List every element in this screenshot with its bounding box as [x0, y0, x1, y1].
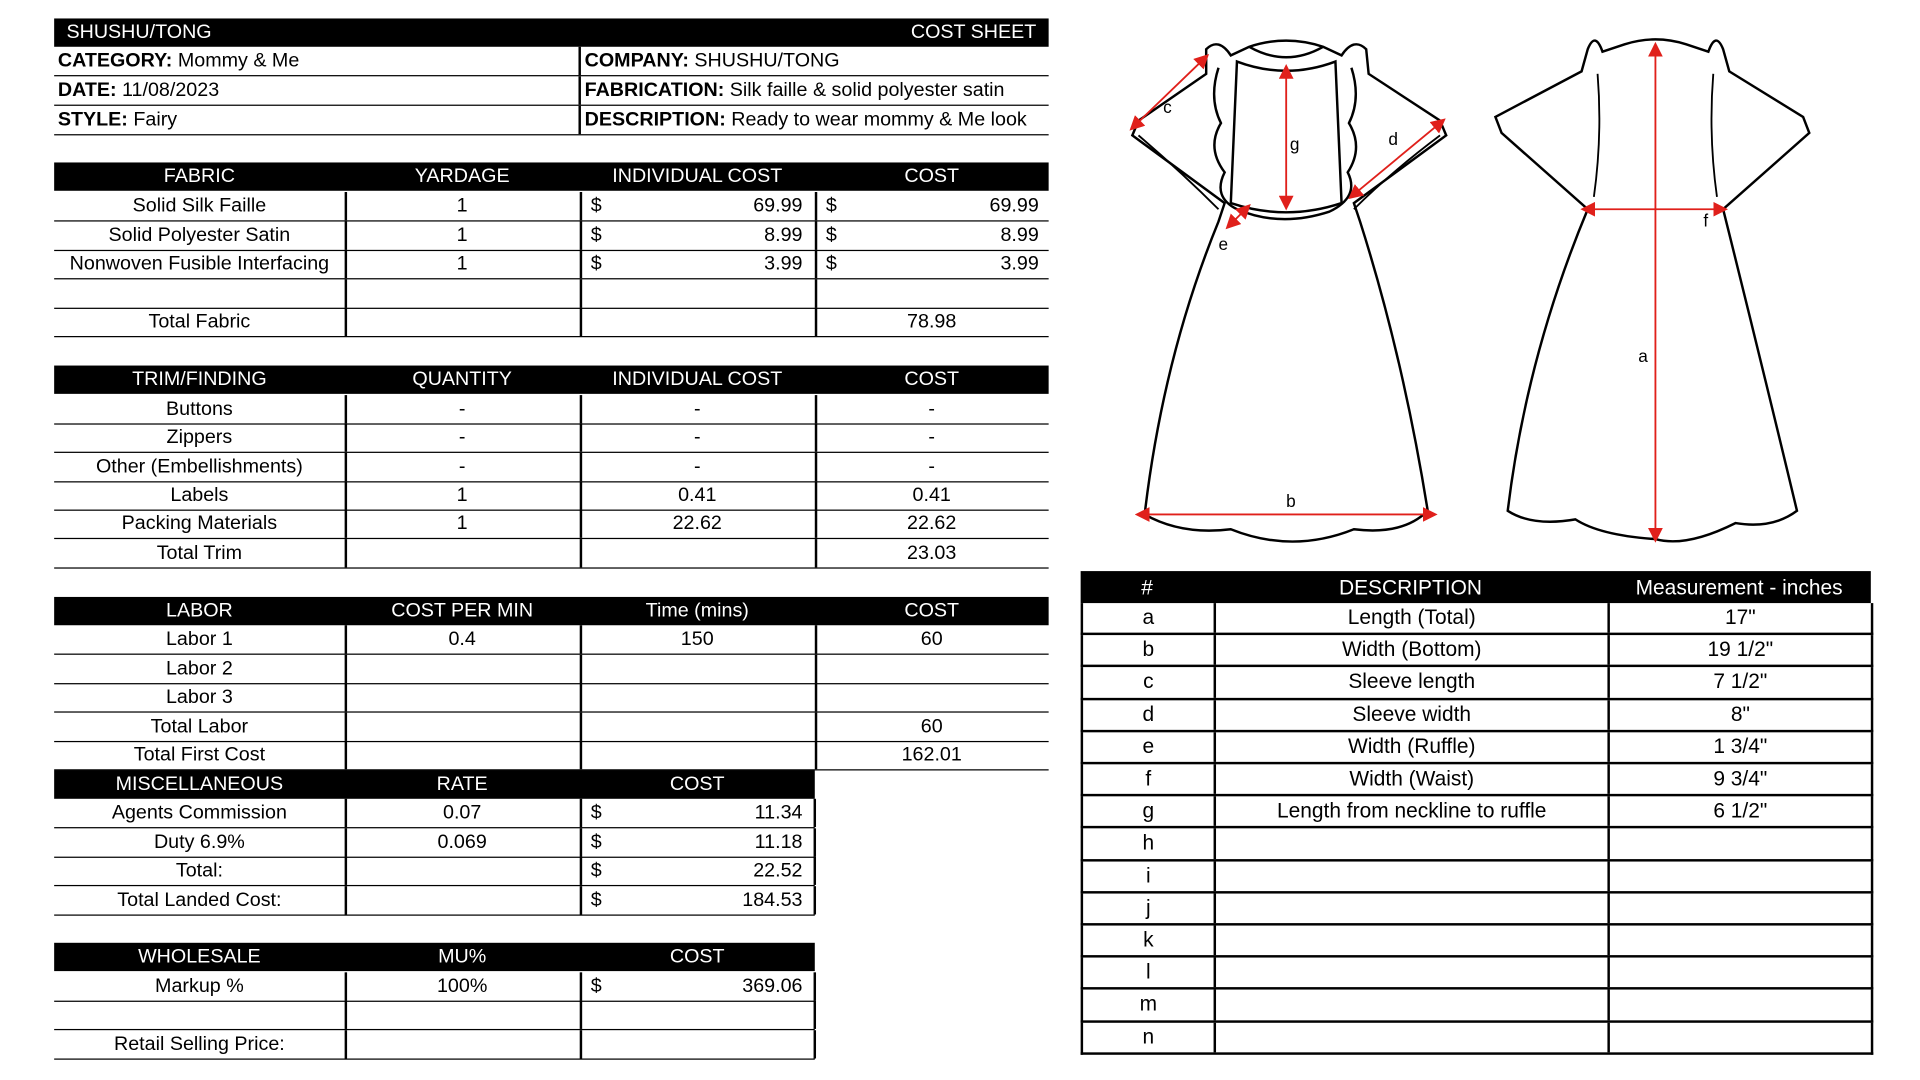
info-row-date — [54, 76, 1048, 106]
trim-name: Packing Materials — [121, 513, 278, 535]
trim-col-name: TRIM/FINDING — [132, 369, 267, 391]
misc-header — [54, 770, 815, 798]
measurement-row — [1081, 893, 1874, 925]
trim-unit-cost: 0.41 — [678, 484, 717, 506]
measure-key: h — [1142, 831, 1155, 855]
fabric-total-row — [54, 308, 1048, 338]
labor-col-cost: COST — [904, 600, 960, 622]
fabric-total-value: 78.98 — [907, 311, 957, 333]
fabric-unit-cost: 8.99 — [764, 225, 803, 247]
first-cost-label: Total First Cost — [133, 744, 266, 766]
trim-unit-cost: - — [693, 427, 701, 449]
label-g: g — [1289, 134, 1300, 155]
currency-sign: $ — [590, 802, 602, 824]
measure-description: Length from neckline to ruffle — [1276, 799, 1547, 823]
measurements-header — [1081, 571, 1871, 603]
markup-value: 100% — [436, 976, 488, 997]
table-row — [54, 857, 815, 887]
misc-rate: 0.069 — [437, 832, 487, 853]
first-cost-row — [54, 741, 1048, 771]
labor-time: 150 — [680, 628, 714, 650]
dress-front-view — [1132, 41, 1446, 542]
currency-sign: $ — [590, 860, 602, 882]
measure-col-key: # — [1141, 576, 1153, 600]
measurement-row — [1081, 764, 1874, 796]
trim-col-individual-cost: INDIVIDUAL COST — [612, 369, 783, 391]
fabric-unit-cost: 3.99 — [764, 253, 803, 275]
fabric-name: Solid Polyester Satin — [108, 225, 291, 247]
trim-qty: - — [458, 427, 466, 449]
currency-sign: $ — [825, 253, 837, 275]
labor-name: Labor 3 — [165, 686, 233, 708]
trim-total-row — [54, 539, 1048, 569]
measure-description: Sleeve length — [1348, 670, 1476, 694]
measure-key: g — [1142, 799, 1155, 823]
info-row-style — [54, 106, 1048, 136]
measure-value: 7 1/2" — [1713, 670, 1768, 694]
table-row — [54, 222, 1048, 252]
wholesale-col-name: WHOLESALE — [138, 946, 261, 968]
table-row — [54, 192, 1048, 222]
retail-row — [54, 1030, 815, 1060]
brand-name: SHUSHU/TONG — [66, 22, 212, 44]
table-row — [54, 481, 1048, 511]
measure-description: Width (Ruffle) — [1347, 734, 1476, 758]
measure-key: j — [1146, 895, 1151, 920]
currency-sign: $ — [590, 225, 602, 247]
table-row — [54, 828, 815, 858]
measurement-row — [1081, 668, 1874, 700]
trim-unit-cost: - — [693, 456, 701, 478]
label-a: a — [1638, 345, 1648, 366]
misc-name: Total: — [175, 860, 223, 882]
misc-name: Duty 6.9% — [153, 832, 245, 853]
labor-rate: 0.4 — [448, 628, 476, 650]
measurement-row — [1081, 603, 1874, 635]
trim-unit-cost: 22.62 — [672, 513, 722, 535]
measure-col-value: Measurement - inches — [1635, 576, 1843, 600]
measurement-row — [1081, 861, 1874, 893]
table-row — [54, 655, 1048, 685]
table-row — [54, 395, 1048, 425]
trim-qty: - — [458, 456, 466, 478]
fabric-cost: 69.99 — [989, 195, 1039, 217]
measure-value: 17" — [1724, 605, 1756, 629]
measure-description: Sleeve width — [1352, 702, 1472, 726]
measurement-row — [1081, 990, 1874, 1022]
labor-name: Labor 2 — [165, 658, 233, 680]
measure-value: 6 1/2" — [1713, 799, 1768, 823]
trim-cost: - — [928, 398, 935, 420]
trim-header — [54, 366, 1048, 394]
currency-sign: $ — [590, 253, 602, 275]
measurement-row — [1081, 829, 1874, 861]
fabric-yardage: 1 — [456, 253, 468, 275]
table-row — [54, 510, 1048, 540]
fabric-yardage: 1 — [456, 225, 468, 247]
fabric-name: Nonwoven Fusible Interfacing — [69, 253, 330, 275]
misc-cost: 184.53 — [742, 889, 803, 911]
measure-description: Length (Total) — [1347, 605, 1476, 629]
fabric-col-cost: COST — [904, 166, 960, 188]
labor-header — [54, 597, 1048, 625]
trim-col-quantity: QUANTITY — [412, 369, 512, 391]
trim-name: Other (Embellishments) — [95, 456, 303, 478]
trim-name: Zippers — [166, 427, 233, 449]
label-f: f — [1703, 210, 1709, 231]
fabric-col-name: FABRIC — [163, 166, 235, 188]
fabrication-label: FABRICATION: — [584, 80, 725, 101]
currency-sign: $ — [590, 889, 602, 911]
fabrication-value: Silk faille & solid polyester satin — [729, 80, 1005, 101]
trim-qty: 1 — [456, 484, 468, 506]
measurement-row — [1081, 732, 1874, 764]
fabric-cost: 3.99 — [1000, 253, 1039, 275]
labor-cost: 60 — [920, 628, 943, 650]
measure-key: i — [1146, 863, 1151, 887]
measure-key: a — [1142, 605, 1155, 629]
trim-total-label: Total Trim — [156, 542, 243, 564]
wholesale-col-cost: COST — [669, 946, 725, 968]
labor-col-time: Time (mins) — [645, 600, 749, 622]
misc-cost: 22.52 — [753, 860, 803, 882]
misc-col-name: MISCELLANEOUS — [115, 774, 284, 796]
trim-cost: - — [928, 456, 935, 478]
fabric-name: Solid Silk Faille — [132, 195, 267, 217]
measure-key: n — [1142, 1024, 1155, 1049]
measure-key: k — [1143, 928, 1154, 952]
sheet-header — [54, 18, 1048, 46]
measure-key: e — [1142, 734, 1155, 758]
company-label: COMPANY: — [584, 50, 689, 72]
style-value: Fairy — [133, 109, 178, 131]
category-value: Mommy & Me — [177, 50, 300, 72]
misc-cost: 11.18 — [754, 832, 803, 853]
description-value: Ready to wear mommy & Me look — [731, 109, 1027, 131]
wholesale-col-mu: MU% — [438, 946, 487, 968]
currency-sign: $ — [590, 195, 602, 217]
company-value: SHUSHU/TONG — [694, 50, 840, 72]
table-row — [54, 625, 1048, 655]
misc-col-rate: RATE — [436, 774, 488, 796]
label-e: e — [1218, 233, 1229, 254]
measurement-row — [1081, 958, 1874, 990]
misc-col-cost: COST — [669, 774, 725, 796]
measurement-row — [1081, 635, 1874, 667]
currency-sign: $ — [590, 832, 602, 853]
date-value: 11/08/2023 — [122, 80, 220, 101]
table-row — [54, 683, 1048, 713]
measurement-row — [1081, 926, 1874, 958]
category-label: CATEGORY: — [57, 50, 173, 72]
measure-key: d — [1142, 702, 1155, 726]
retail-label: Retail Selling Price: — [114, 1033, 285, 1055]
label-b: b — [1286, 491, 1296, 512]
table-row — [54, 279, 1048, 309]
table-row — [54, 799, 815, 829]
trim-total-value: 23.03 — [907, 542, 957, 564]
wholesale-header — [54, 943, 815, 971]
labor-total-row — [54, 713, 1048, 743]
measure-description: Width (Waist) — [1349, 766, 1475, 791]
measure-col-description: DESCRIPTION — [1338, 576, 1482, 600]
markup-label: Markup % — [155, 976, 244, 997]
label-c: c — [1163, 97, 1172, 118]
trim-name: Buttons — [165, 398, 233, 420]
misc-name: Total Landed Cost: — [117, 889, 282, 911]
first-cost-value: 162.01 — [901, 744, 962, 766]
dress-back-view — [1495, 39, 1809, 541]
measure-value: 8" — [1730, 702, 1750, 726]
fabric-col-yardage: YARDAGE — [414, 166, 510, 188]
trim-qty: - — [458, 398, 466, 420]
currency-sign: $ — [825, 225, 837, 247]
table-row — [54, 886, 815, 916]
labor-total-label: Total Labor — [150, 716, 249, 738]
trim-cost: 0.41 — [912, 484, 951, 506]
measure-key: c — [1143, 670, 1154, 694]
date-label: DATE: — [57, 80, 117, 101]
fabric-col-individual-cost: INDIVIDUAL COST — [612, 166, 783, 188]
fabric-total-label: Total Fabric — [148, 311, 251, 333]
misc-cost: 11.34 — [754, 802, 803, 824]
currency-sign: $ — [590, 976, 602, 997]
measure-key: m — [1139, 992, 1158, 1016]
trim-cost: - — [928, 427, 935, 449]
label-d: d — [1388, 129, 1398, 150]
measure-value: 1 3/4" — [1713, 734, 1768, 758]
labor-name: Labor 1 — [165, 628, 233, 650]
measure-value: 9 3/4" — [1713, 766, 1768, 791]
measure-key: l — [1146, 960, 1151, 984]
trim-col-cost: COST — [904, 369, 960, 391]
style-label: STYLE: — [57, 109, 128, 131]
trim-cost: 22.62 — [907, 513, 957, 535]
description-label: DESCRIPTION: — [584, 109, 726, 131]
fabric-cost: 8.99 — [1000, 225, 1039, 247]
measure-value: 19 1/2" — [1707, 637, 1774, 662]
measure-description: Width (Bottom) — [1341, 637, 1482, 662]
measure-key: b — [1142, 637, 1155, 662]
labor-col-name: LABOR — [166, 600, 233, 622]
table-row — [54, 972, 815, 1002]
misc-name: Agents Commission — [111, 802, 287, 824]
table-row — [54, 1001, 815, 1031]
measurement-labels — [1163, 97, 1708, 511]
table-row — [54, 453, 1048, 483]
fabric-header — [54, 162, 1048, 190]
table-row — [54, 423, 1048, 453]
dress-sketch — [1108, 12, 1846, 554]
fabric-unit-cost: 69.99 — [753, 195, 803, 217]
trim-name: Labels — [170, 484, 229, 506]
table-row — [54, 250, 1048, 280]
measurement-row — [1081, 1022, 1874, 1054]
measure-key: f — [1145, 766, 1152, 791]
currency-sign: $ — [825, 195, 837, 217]
measurement-row — [1081, 797, 1874, 829]
measurement-lines — [1135, 49, 1721, 535]
labor-total-value: 60 — [920, 716, 943, 738]
wholesale-cost: 369.06 — [742, 976, 803, 997]
labor-col-rate: COST PER MIN — [391, 600, 534, 622]
fabric-yardage: 1 — [456, 195, 468, 217]
trim-unit-cost: - — [693, 398, 701, 420]
sheet-title: COST SHEET — [910, 22, 1037, 44]
info-row-category — [54, 47, 1048, 77]
measurement-row — [1081, 700, 1874, 732]
misc-rate: 0.07 — [442, 802, 482, 824]
trim-qty: 1 — [456, 513, 468, 535]
